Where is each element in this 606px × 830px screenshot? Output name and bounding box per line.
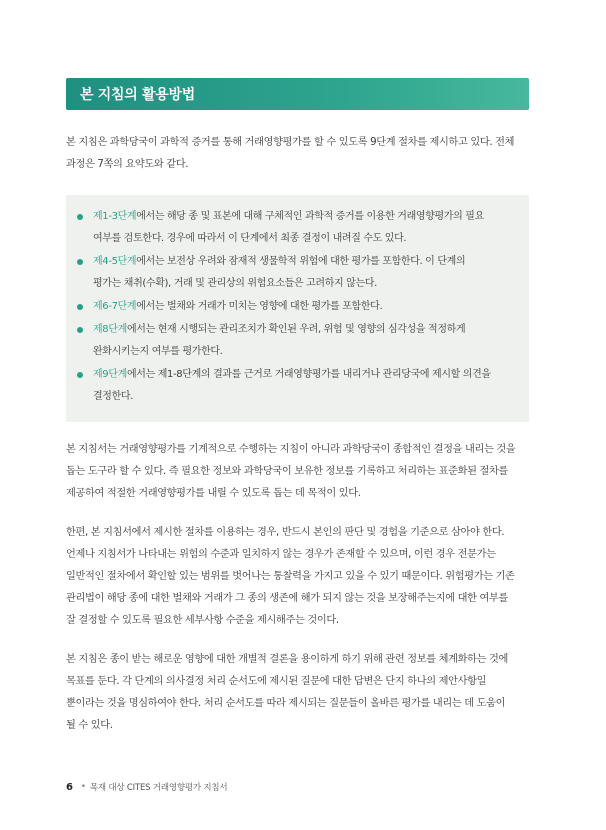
step-text: 에서는 해당 종 및 표본에 대해 구체적인 과학적 증거를 이용한 거래영향평가의 필요 xyxy=(136,211,484,222)
purpose-paragraph xyxy=(66,439,529,505)
paragraph-line: 돕는 도구라 할 수 있다. 즉 필요한 정보와 과학당국이 보유한 정보를 기록하고 처리하는 표준화된 절차를 xyxy=(66,466,508,477)
bullet-icon xyxy=(77,214,83,220)
bullet-icon xyxy=(77,259,83,265)
judgement-paragraph xyxy=(66,522,529,632)
step-text: 평가는 채취(수확), 거래 및 관리상의 위험요소들은 고려하지 않는다. xyxy=(93,278,377,289)
paragraph-line: 본 지침은 종이 받는 해로운 영향에 대한 개별적 결론을 용이하게 하기 위해 관련 정보를 체계화하는 것에 xyxy=(66,654,508,665)
step-label: 제8단계 xyxy=(93,324,127,335)
paragraph-line: 과정은 7쪽의 요약도와 같다. xyxy=(66,159,189,170)
step-label: 제6-7단계 xyxy=(93,301,137,312)
step-label: 제9단계 xyxy=(93,369,127,380)
step-item-8 xyxy=(84,319,515,363)
step-text: 에서는 벌채와 거래가 미치는 영향에 대한 평가를 포함한다. xyxy=(136,301,383,312)
steps-list xyxy=(84,206,515,408)
step-label: 제4-5단계 xyxy=(93,256,137,267)
bullet-icon xyxy=(77,327,83,333)
step-label: 제1-3단계 xyxy=(93,211,137,222)
step-text: 에서는 현재 시행되는 관리조치가 확인된 우려, 위험 및 영향의 심각성을 적정하게 xyxy=(126,324,466,335)
step-text: 결정한다. xyxy=(93,391,134,402)
bullet-icon xyxy=(77,304,83,310)
steps-summary-box xyxy=(66,195,529,422)
paragraph-line: 뿐이라는 것을 명심하여야 한다. 처리 순서도를 따라 제시되는 질문들이 올바른 평가를 내리는 데 도움이 xyxy=(66,698,506,709)
paragraph-line: 일반적인 절차에서 확인할 있는 범위를 벗어나는 통찰력을 가지고 있을 수 있기 때문이다. 위험평가는 기존 xyxy=(66,571,515,582)
section-title: 본 지침의 활용방법 xyxy=(80,87,195,103)
paragraph-line: 잘 결정할 수 있도록 필요한 세부사항 수준을 제시해주는 것이다. xyxy=(66,615,339,626)
step-text: 에서는 제1-8단계의 결과를 근거로 거래영향평가를 내리거나 관리당국에 제시할 의견을 xyxy=(126,369,491,380)
paragraph-line: 제공하여 적절한 거래영향평가를 내릴 수 있도록 돕는 데 목적이 있다. xyxy=(66,488,361,499)
goal-paragraph xyxy=(66,649,529,737)
paragraph-line: 될 수 있다. xyxy=(66,720,113,731)
step-item-4-5 xyxy=(84,251,515,295)
paragraph-line: 목표를 둔다. 각 단계의 의사결정 처리 순서도에 제시된 질문에 대한 답변은 단지 하나의 제안사항일 xyxy=(66,676,487,687)
bullet-icon xyxy=(77,372,83,378)
step-text: 완화시키는지 여부를 평가한다. xyxy=(93,346,223,357)
paragraph-line: 본 지침서는 거래영향평가를 기계적으로 수행하는 지침이 아니라 과학당국이 종합적인 결정을 내리는 것을 xyxy=(66,444,516,455)
step-text: 여부를 검토한다. 경우에 따라서 이 단계에서 최종 결정이 내려질 수도 있다. xyxy=(93,233,407,244)
paragraph-line: 언제나 지침서가 나타내는 위험의 수준과 일치하지 않는 경우가 존재할 수 있으며, 이런 경우 전문가는 xyxy=(66,549,496,560)
intro-paragraph xyxy=(66,132,529,176)
page-number: 6 xyxy=(66,781,73,793)
step-text: 에서는 보전상 우려와 잠재적 생물학적 위험에 대한 평가를 포함한다. 이 단계의 xyxy=(136,256,466,267)
document-title: 목재 대상 CITES 거래영향평가 지침서 xyxy=(89,783,228,793)
step-item-6-7 xyxy=(84,296,515,318)
step-item-1-3 xyxy=(84,206,515,250)
paragraph-line: 한편, 본 지침서에서 제시한 절차를 이용하는 경우, 반드시 본인의 판단 및 경험을 기준으로 삼아야 한다. xyxy=(66,527,505,538)
footer-separator: • xyxy=(80,782,86,792)
page-footer xyxy=(66,781,227,793)
paragraph-line: 관리법이 해당 종에 대한 벌채와 거래가 그 종의 생존에 해가 되지 않는 것을 보장해주는지에 대한 여부를 xyxy=(66,593,508,604)
step-item-9 xyxy=(84,364,515,408)
section-header xyxy=(66,78,529,110)
paragraph-line: 본 지침은 과학당국이 과학적 증거를 통해 거래영향평가를 할 수 있도록 9단계 절차를 제시하고 있다. 전체 xyxy=(66,137,515,148)
